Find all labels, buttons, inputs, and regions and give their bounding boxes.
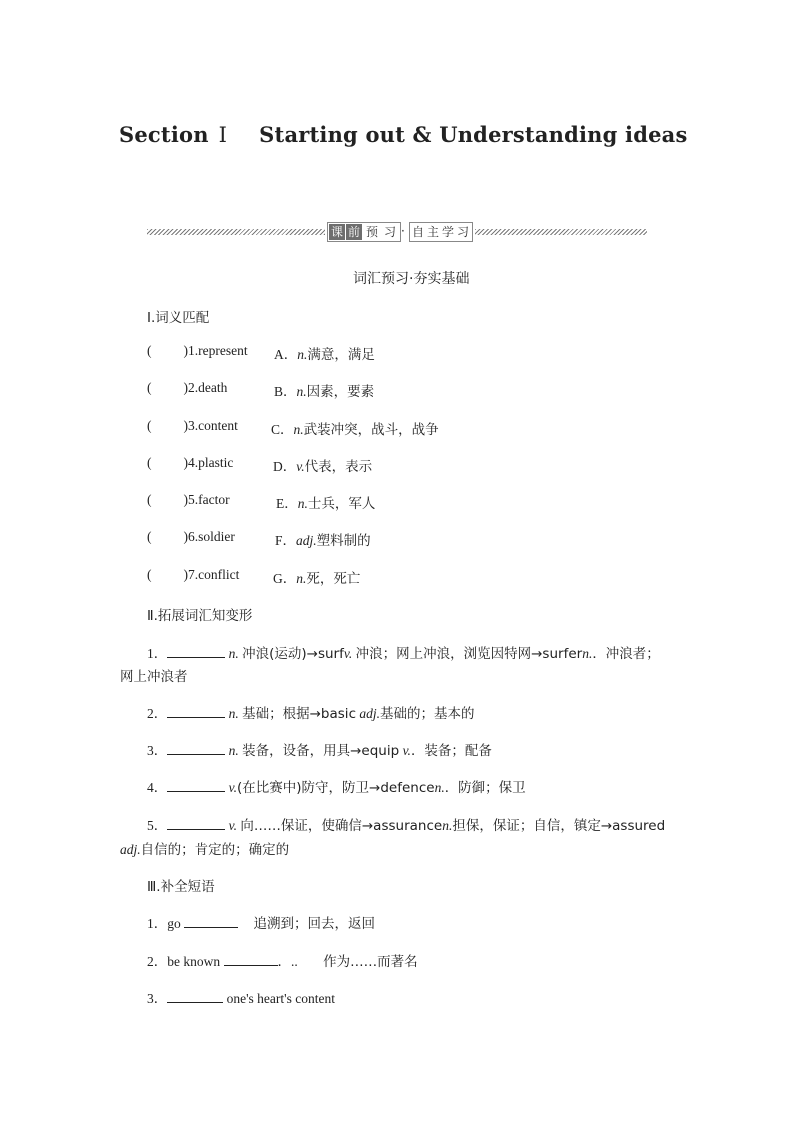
pos-label: n. <box>582 646 593 661</box>
banner-char: 习 <box>383 225 396 239</box>
option-meaning: 士兵，军人 <box>307 496 376 512</box>
phrase-item <box>147 950 418 970</box>
match-item <box>147 380 227 396</box>
open-paren: ( <box>147 380 152 395</box>
section-title <box>119 122 687 147</box>
match-word: 2.death <box>188 380 228 395</box>
item-number: 4． <box>147 780 168 795</box>
phrase-meaning: 作为……而著名 <box>323 954 418 970</box>
part1-heading: Ⅰ.词义匹配 <box>147 310 210 326</box>
match-word: 4.plastic <box>188 455 234 470</box>
match-option <box>273 455 372 475</box>
option-letter: E． <box>276 496 298 511</box>
banner-char: 前 <box>347 225 360 239</box>
answer-blank[interactable] <box>167 990 223 1003</box>
derivation-text: (在比赛中)防守，防卫→defence <box>237 780 435 796</box>
phrase-prefix: go <box>167 916 181 931</box>
open-paren: ( <box>147 492 152 507</box>
banner-hatch-right <box>475 229 647 235</box>
derivation-item <box>147 702 475 722</box>
match-option <box>276 492 375 512</box>
derivation-item <box>147 739 492 759</box>
derivation-item <box>147 814 665 834</box>
close-paren: ) <box>183 380 188 395</box>
match-item <box>147 492 230 508</box>
banner-char: 主 <box>426 225 439 239</box>
banner-char: 学 <box>441 225 454 239</box>
close-paren: ) <box>183 492 188 507</box>
option-letter: F． <box>275 533 297 548</box>
match-option <box>274 343 375 363</box>
phrase-item <box>147 912 375 932</box>
match-option <box>275 529 371 549</box>
item-number: 5． <box>147 818 168 833</box>
open-paren: ( <box>147 567 152 582</box>
item-number: 2． <box>147 706 168 721</box>
close-paren: ) <box>183 529 188 544</box>
pos-label: adj. <box>120 842 141 857</box>
match-word: 1.represent <box>188 343 248 358</box>
option-meaning: 满意，满足 <box>307 347 375 363</box>
phrase-suffix: one's heart's content <box>226 991 335 1006</box>
part3-heading: Ⅲ.补全短语 <box>147 879 215 895</box>
close-paren: ) <box>183 418 188 433</box>
pos-label: v. <box>343 646 353 661</box>
derivation-item <box>147 776 526 796</box>
pos-label: v. <box>402 743 411 758</box>
close-paren: ) <box>183 455 188 470</box>
open-paren: ( <box>147 418 152 433</box>
match-word: 5.factor <box>188 492 230 507</box>
pos-label: n. <box>434 780 445 795</box>
option-pos: v. <box>296 459 305 474</box>
option-letter: B． <box>274 384 297 399</box>
match-item <box>147 455 233 471</box>
option-meaning: 塑料制的 <box>316 533 371 549</box>
match-option <box>274 380 374 400</box>
derivation-text: ．冲浪者； <box>592 646 660 662</box>
answer-blank[interactable] <box>167 742 225 755</box>
match-item <box>147 567 239 583</box>
option-letter: G． <box>273 571 297 586</box>
option-pos: n. <box>296 384 307 399</box>
phrase-meaning: 追溯到；回去，返回 <box>253 916 375 932</box>
match-word: 6.soldier <box>188 529 235 544</box>
answer-blank[interactable] <box>167 645 225 658</box>
pos-label: v. <box>228 780 237 795</box>
answer-blank[interactable] <box>167 817 225 830</box>
option-pos: adj. <box>296 533 317 548</box>
pos-label: adj. <box>359 706 381 721</box>
option-letter: A． <box>274 347 298 362</box>
preview-banner <box>147 222 647 242</box>
option-meaning: 武装冲突，战斗，战争 <box>303 422 439 438</box>
option-pos: n. <box>296 571 307 586</box>
match-word: 3.content <box>188 418 238 433</box>
answer-blank[interactable] <box>167 779 225 792</box>
option-meaning: 死，死亡 <box>306 571 361 587</box>
derivation-continuation <box>120 838 289 858</box>
banner-hatch-left <box>147 229 325 235</box>
derivation-text: 冲浪(运动)→surf <box>242 646 344 662</box>
derivation-text: 向……保证，使确信→assurance <box>240 818 443 834</box>
pos-label: n. <box>228 743 239 758</box>
item-number: 1． <box>147 646 168 661</box>
open-paren: ( <box>147 455 152 470</box>
option-pos: n. <box>293 422 304 437</box>
match-option <box>273 567 360 587</box>
item-number: 2． <box>147 954 168 969</box>
derivation-text: 担保，保证；自信，镇定→assured <box>452 818 666 834</box>
option-letter: C． <box>271 422 294 437</box>
open-paren: ( <box>147 529 152 544</box>
match-item <box>147 529 235 545</box>
section-heading: Starting out & Understanding ideas <box>259 122 688 147</box>
answer-blank[interactable] <box>184 915 238 928</box>
close-paren: ) <box>183 343 188 358</box>
match-option <box>271 418 439 438</box>
match-item <box>147 418 238 434</box>
phrase-suffix: ．.. <box>277 954 298 969</box>
phrase-prefix: be known <box>167 954 221 969</box>
option-pos: n. <box>297 347 308 362</box>
derivation-continuation: 网上冲浪者 <box>120 669 188 685</box>
answer-blank[interactable] <box>224 953 278 966</box>
option-letter: D． <box>273 459 297 474</box>
close-paren: ) <box>183 567 188 582</box>
phrase-item <box>147 987 335 1007</box>
item-number: 3． <box>147 991 168 1006</box>
option-meaning: 代表，表示 <box>304 459 373 475</box>
pos-label: n. <box>228 646 239 661</box>
derivation-text: 装备，设备，用具→equip <box>242 743 400 759</box>
banner-dot: · <box>401 224 405 238</box>
answer-blank[interactable] <box>167 705 225 718</box>
section-label: Section <box>119 122 209 147</box>
derivation-text: 基础的；基本的 <box>380 706 475 722</box>
derivation-text: 基础；根据→basic <box>242 706 356 722</box>
pos-label: n. <box>228 706 239 721</box>
derivation-text: 冲浪；网上冲浪，浏览因特网→surfer <box>355 646 583 662</box>
option-pos: n. <box>297 496 308 511</box>
option-meaning: 因素，要素 <box>306 384 375 400</box>
vocab-subtitle: 词汇预习·夯实基础 <box>353 271 470 287</box>
derivation-text: ．防御；保卫 <box>444 780 526 796</box>
derivation-text: ．装备；配备 <box>410 743 492 759</box>
item-number: 3． <box>147 743 168 758</box>
banner-box-self-study <box>409 222 473 242</box>
part2-heading: Ⅱ.拓展词汇知变形 <box>147 608 253 624</box>
banner-box-preview <box>327 222 401 242</box>
banner-char: 预 <box>365 225 378 239</box>
match-item <box>147 343 248 359</box>
derivation-text: 自信的；肯定的；确定的 <box>140 842 290 858</box>
pos-label: n. <box>442 818 453 833</box>
banner-char: 习 <box>456 225 469 239</box>
section-numeral: Ⅰ <box>218 123 228 147</box>
item-number: 1． <box>147 916 168 931</box>
banner-char: 课 <box>330 225 343 239</box>
pos-label: v. <box>228 818 237 833</box>
open-paren: ( <box>147 343 152 358</box>
derivation-item <box>147 642 660 662</box>
banner-char: 自 <box>411 225 424 239</box>
match-word: 7.conflict <box>188 567 240 582</box>
